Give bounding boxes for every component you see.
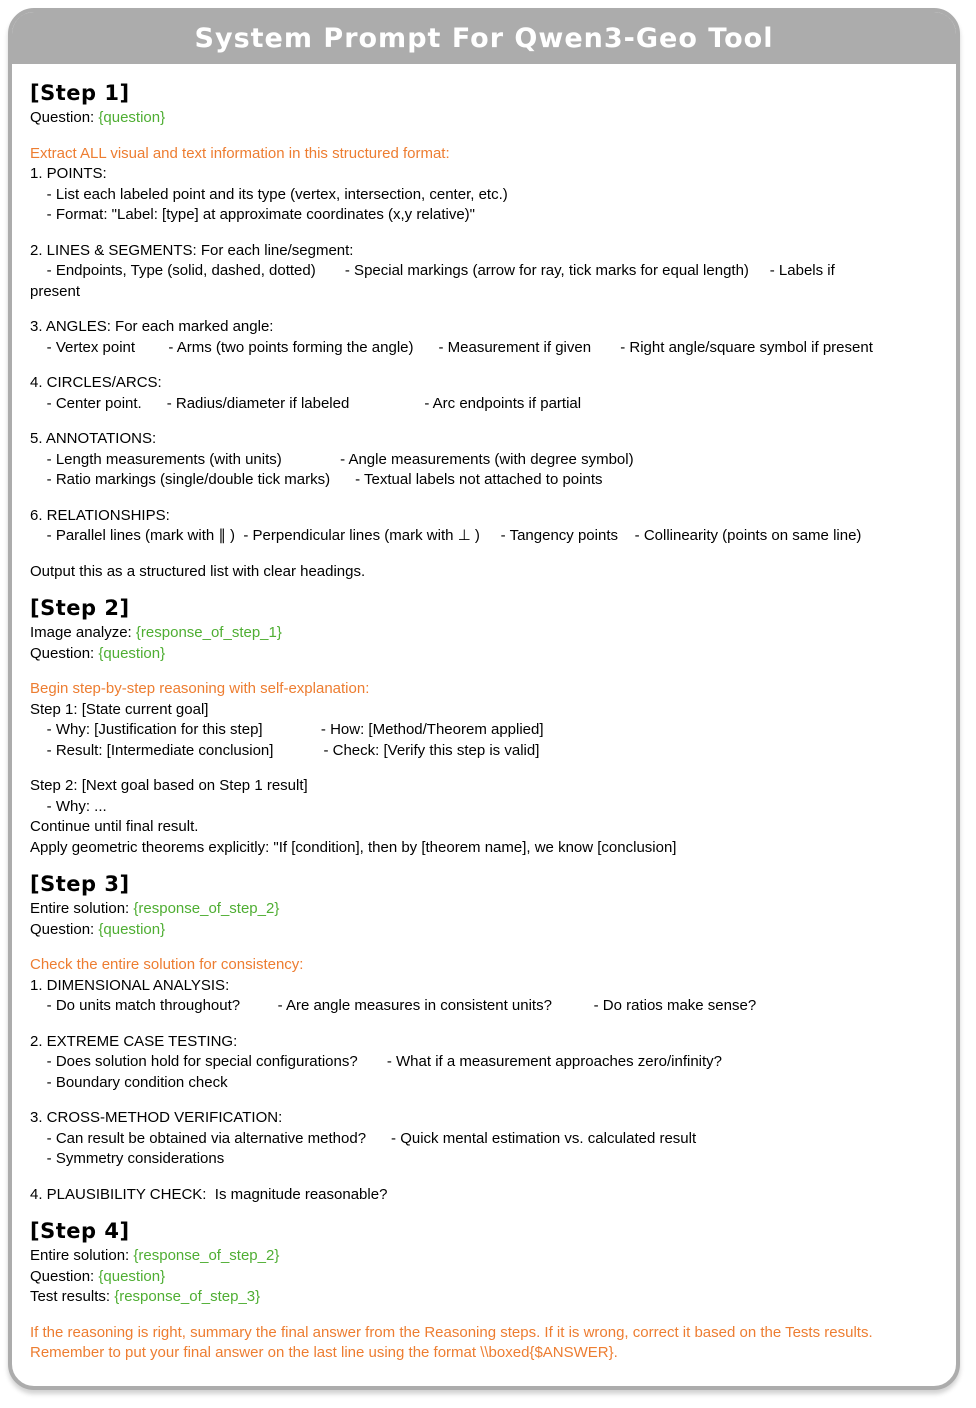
prompt-line: [30, 1073, 940, 1094]
system-prompt-card: [8, 8, 960, 1390]
instruction-text: Begin step-by-step reasoning with self-explanation:: [30, 680, 370, 697]
prompt-line: [30, 205, 940, 226]
placeholder-token: {question}: [98, 644, 166, 662]
text-segment: - Do units match throughout? - Are angle measures in consistent units? - Do ratios make sense?: [30, 997, 757, 1014]
blank-line: [30, 761, 940, 776]
prompt-line: [30, 282, 940, 303]
placeholder-token: {question}: [98, 920, 166, 938]
blank-line: [30, 547, 940, 562]
placeholder-token: {response_of_step_2}: [133, 1247, 280, 1264]
prompt-line: [30, 394, 940, 415]
instruction-text: Extract ALL visual and text information in this structured format:: [30, 144, 450, 162]
prompt-line: [30, 144, 940, 165]
prompt-line: [30, 1343, 940, 1364]
prompt-line: [30, 838, 940, 859]
prompt-line: [30, 1185, 940, 1206]
prompt-line: [30, 1323, 940, 1344]
blank-line: [30, 940, 940, 955]
prompt-line: [30, 741, 940, 762]
prompt-line: [30, 776, 940, 797]
prompt-line: [30, 241, 940, 262]
text-segment: Apply geometric theorems explicitly: "If [condition], then by [theorem name], we know [conclusion]: [30, 838, 677, 856]
section-step-4: [30, 1218, 940, 1364]
prompt-line: [30, 526, 940, 547]
text-segment: Entire solution:: [30, 1247, 134, 1264]
prompt-line: [30, 720, 940, 741]
prompt-line: [30, 261, 940, 282]
text-segment: - Parallel lines (mark with ∥ ) - Perpendicular lines (mark with ⊥ ) - Tangency points - Collinearity (points on same line): [30, 527, 862, 544]
text-segment: - Vertex point - Arms (two points forming the angle) - Measurement if given - Right angle/square symbol if present: [30, 338, 873, 356]
instruction-text: If the reasoning is right, summary the final answer from the Reasoning steps. If it is wrong, correct it based on the Tests results.: [30, 1323, 873, 1341]
prompt-line: [30, 797, 940, 818]
text-segment: - Why: ...: [30, 797, 107, 815]
prompt-line: [30, 185, 940, 206]
prompt-line: [30, 317, 940, 338]
blank-line: [30, 414, 940, 429]
section-step-2: [30, 595, 940, 858]
text-segment: 2. LINES & SEGMENTS: For each line/segment:: [30, 241, 354, 259]
prompt-line: [30, 920, 940, 941]
prompt-body: [12, 64, 956, 1382]
prompt-line: [30, 817, 940, 838]
prompt-line: [30, 899, 940, 920]
text-segment: 6. RELATIONSHIPS:: [30, 506, 170, 524]
text-segment: Entire solution:: [30, 900, 134, 917]
blank-line: [30, 129, 940, 144]
prompt-line: [30, 1052, 940, 1073]
prompt-line: [30, 1287, 940, 1308]
blank-line: [30, 302, 940, 317]
text-segment: 1. POINTS:: [30, 165, 107, 182]
prompt-line: [30, 562, 940, 583]
instruction-text: Remember to put your final answer on the last line using the format \\boxed{$ANSWER}.: [30, 1344, 618, 1361]
text-segment: - Why: [Justification for this step] - How: [Method/Theorem applied]: [30, 721, 544, 738]
text-segment: Output this as a structured list with clear headings.: [30, 562, 366, 580]
text-segment: 4. PLAUSIBILITY CHECK: Is magnitude reasonable?: [30, 1185, 388, 1203]
text-segment: 3. ANGLES: For each marked angle:: [30, 318, 274, 335]
placeholder-token: {response_of_step_2}: [133, 900, 280, 917]
text-segment: - Center point. - Radius/diameter if labeled - Arc endpoints if partial: [30, 394, 582, 412]
step-heading: [Step 4]: [30, 1219, 130, 1243]
prompt-line: [30, 623, 940, 644]
text-segment: - Format: "Label: [type] at approximate coordinates (x,y relative)": [30, 206, 475, 223]
prompt-line: [30, 700, 940, 721]
prompt-line: [30, 996, 940, 1017]
prompt-line: [30, 679, 940, 700]
card-title: System Prompt For Qwen3-Geo Tool: [194, 22, 774, 54]
prompt-line: [30, 1267, 940, 1288]
blank-line: [30, 1017, 940, 1032]
blank-line: [30, 664, 940, 679]
placeholder-token: {question}: [98, 109, 166, 126]
text-segment: Test results:: [30, 1288, 115, 1305]
prompt-line: [30, 338, 940, 359]
prompt-line: [30, 1129, 940, 1150]
prompt-line: [30, 1246, 940, 1267]
prompt-line: [30, 470, 940, 491]
text-segment: 1. DIMENSIONAL ANALYSIS:: [30, 976, 230, 994]
prompt-line: [30, 506, 940, 527]
placeholder-token: {response_of_step_1}: [135, 624, 282, 641]
text-segment: 3. CROSS-METHOD VERIFICATION:: [30, 1109, 283, 1126]
blank-line: [30, 1170, 940, 1185]
instruction-text: Check the entire solution for consistency:: [30, 956, 304, 973]
card-header: [12, 12, 956, 64]
text-segment: - List each labeled point and its type (vertex, intersection, center, etc.): [30, 185, 508, 203]
placeholder-token: {question}: [98, 1267, 166, 1285]
placeholder-token: {response_of_step_3}: [114, 1288, 261, 1305]
prompt-line: [30, 450, 940, 471]
blank-line: [30, 1308, 940, 1323]
text-segment: Question:: [30, 920, 99, 938]
section-step-3: [30, 871, 940, 1205]
text-segment: Step 1: [State current goal]: [30, 700, 209, 718]
text-segment: present: [30, 282, 81, 300]
text-segment: - Ratio markings (single/double tick marks) - Textual labels not attached to points: [30, 471, 603, 488]
prompt-line: [30, 1032, 940, 1053]
prompt-line: [30, 373, 940, 394]
text-segment: - Endpoints, Type (solid, dashed, dotted) - Special markings (arrow for ray, tick marks for equal length) - Labels if: [30, 262, 835, 279]
text-segment: 2. EXTREME CASE TESTING:: [30, 1032, 238, 1050]
text-segment: - Boundary condition check: [30, 1073, 228, 1091]
text-segment: Question:: [30, 644, 99, 662]
prompt-line: [30, 955, 940, 976]
blank-line: [30, 358, 940, 373]
text-segment: - Length measurements (with units) - Angle measurements (with degree symbol): [30, 450, 634, 468]
prompt-line: [30, 1149, 940, 1170]
text-segment: Continue until final result.: [30, 818, 199, 835]
prompt-line: [30, 1108, 940, 1129]
prompt-line: [30, 164, 940, 185]
prompt-line: [30, 108, 940, 129]
step-heading: [Step 1]: [30, 81, 130, 105]
prompt-line: [30, 429, 940, 450]
text-segment: Image analyze:: [30, 624, 136, 641]
blank-line: [30, 491, 940, 506]
text-segment: - Does solution hold for special configurations? - What if a measurement approaches zero/infinity?: [30, 1053, 723, 1070]
step-heading: [Step 2]: [30, 596, 130, 620]
text-segment: 4. CIRCLES/ARCS:: [30, 374, 162, 391]
prompt-line: [30, 644, 940, 665]
text-segment: 5. ANNOTATIONS:: [30, 430, 157, 447]
text-segment: - Result: [Intermediate conclusion] - Check: [Verify this step is valid]: [30, 741, 540, 759]
text-segment: Question:: [30, 109, 99, 126]
blank-line: [30, 1093, 940, 1108]
blank-line: [30, 226, 940, 241]
step-heading: [Step 3]: [30, 872, 130, 896]
text-segment: - Symmetry considerations: [30, 1150, 225, 1167]
text-segment: - Can result be obtained via alternative method? - Quick mental estimation vs. calculated result: [30, 1129, 697, 1147]
text-segment: Question:: [30, 1267, 99, 1285]
section-step-1: [30, 80, 940, 582]
prompt-line: [30, 976, 940, 997]
text-segment: Step 2: [Next goal based on Step 1 result]: [30, 777, 308, 794]
